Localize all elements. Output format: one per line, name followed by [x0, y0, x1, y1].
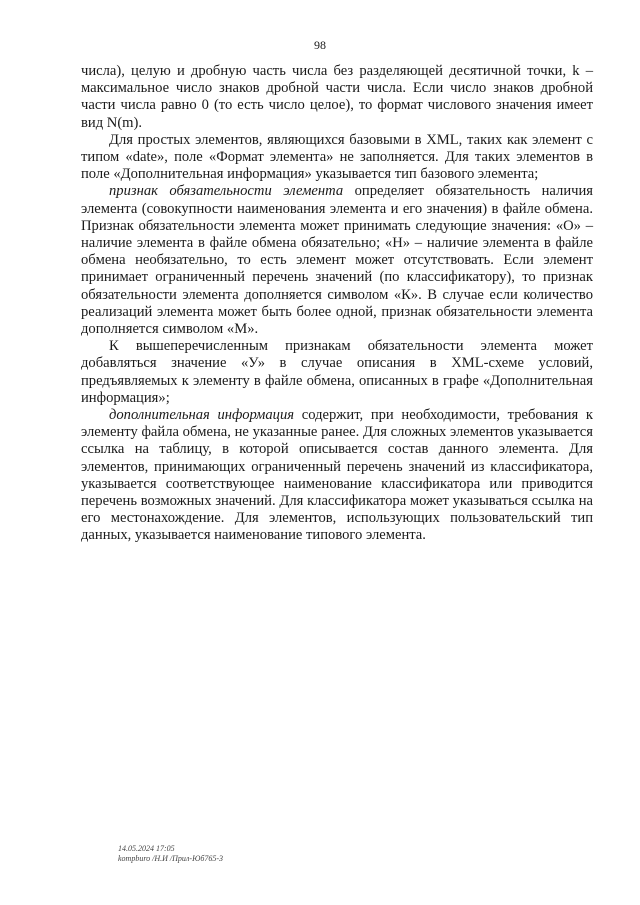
- page-number: 98: [314, 38, 326, 52]
- stamp-date: 14.05.2024 17:05: [118, 844, 175, 853]
- document-body: [81, 63, 593, 545]
- paragraph-3: [81, 183, 593, 338]
- paragraph-5-italic-term: дополнительная информация: [109, 407, 295, 424]
- paragraph-4-text: К вышеперечисленным признакам обязательности элемента может добавляться значение «У» в случае описания в XML-схеме условий, предъявляемых к элементу в файле обмена, описанных в графе «Дополнительная информация»;: [81, 338, 593, 406]
- paragraph-4: [81, 338, 593, 407]
- paragraph-1: [81, 63, 593, 132]
- paragraph-1-text: числа), целую и дробную часть числа без разделяющей десятичной точки, k – максимальное число знаков дробной части числа. Если число знаков дробной части числа равно 0 (то есть число целое), то формат числового значения имеет вид N(m).: [81, 63, 593, 131]
- stamp-signature: kompburo /Н.И /Прил-Юб765-3: [118, 854, 224, 863]
- paragraph-2: [81, 132, 593, 184]
- paragraph-2-text: Для простых элементов, являющихся базовыми в XML, таких как элемент с типом «date», поле «Формат элемента» не заполняется. Для таких элементов в поле «Дополнительная информация» указывается тип базового элемента;: [81, 131, 593, 183]
- paragraph-3-italic-term: признак обязательности элемента: [109, 183, 344, 200]
- signature-stamp: [118, 844, 223, 864]
- paragraph-3-text: определяет обязательность наличия элемента (совокупности наименования элемента и его значения) в файле обмена. Признак обязательности элемента может принимать следующие значения: «О» – наличие элемента в файле обмена обязательно; «Н» – наличие элемента в файле обмена необязательно, то есть элемент может отсутствовать. Если элемент принимает ограниченный перечень значений (по классификатору), то признак обязательности элемента дополняется символом «К». В случае если количество реализаций элемента может быть более одной, признак обязательности элемента дополняется символом «М».: [81, 183, 593, 338]
- paragraph-5-text: содержит, при необходимости, требования к элементу файла обмена, не указанные ранее. Для сложных элементов указывается ссылка на таблицу, в которой описывается состав данного элемента. Для элементов, принимающих ограниченный перечень значений из классификатора, указывается соответствующее наименование классификатора или приводится перечень возможных значений. Для классификатора может указываться ссылка на его местонахождение. Для элементов, использующих пользовательский тип данных, указывается наименование типового элемента.: [81, 407, 593, 544]
- paragraph-5: [81, 407, 593, 545]
